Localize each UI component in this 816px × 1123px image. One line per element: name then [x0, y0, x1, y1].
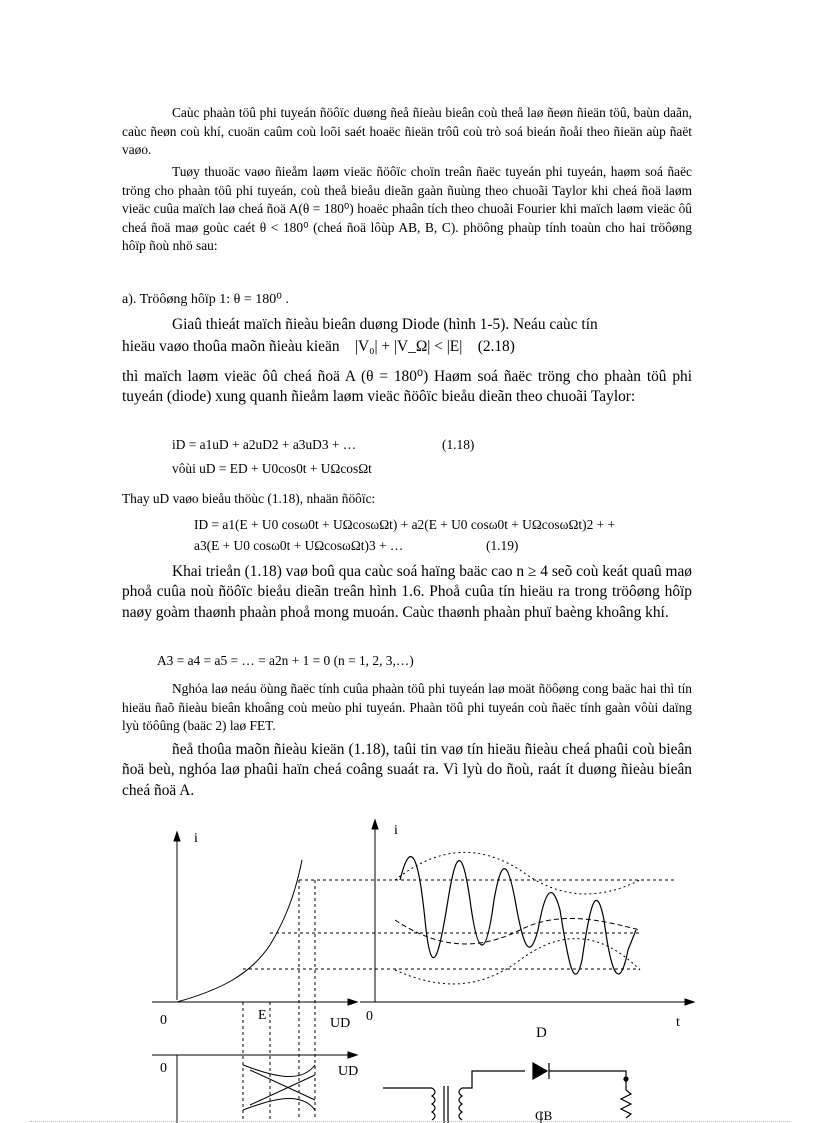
t-axis-label: t: [676, 1015, 680, 1030]
ud-axis-label: UD: [330, 1016, 351, 1031]
left-origin-label: 0: [160, 1013, 167, 1028]
right-axis-i-label: i: [394, 823, 398, 838]
lower-wave-cross: [250, 1070, 315, 1105]
paragraph-diode-line1: Giaû thieát maïch ñieàu bieân duøng Diode (hình 1-5). Neáu caùc tín: [172, 316, 598, 333]
paragraph-operating-point: Tuøy thuoäc vaøo ñieåm laøm vieäc ñöôïc choïn treân ñaëc tuyeán phi tuyeán, haøm soá ñaëc tröng cho phaàn töû phi tuyeán, coù theå bieåu dieãn gaàn ñuùng theo chuoãi Taylor khi cheá ñoä laøm vieäc cuûa maïch laø cheá ñoä A(θ = 180⁰) hoaëc phaân tích theo chuoãi Fourier khi maïch laøm vieäc ôû cheá ñoä maø goùc caét θ < 180⁰ (cheá ñoä lôùp AB, B, C). phöông phaùp tính toaùn cho hai tröôøng hôïp ñoù nhö sau:: [122, 164, 692, 254]
modulated-signal: [400, 857, 636, 975]
equation-1-19-line1: ID = a1(E + U0 cosω0t + UΩcosωΩt) + a2(E + U0 cosω0t + UΩcosωΩt)2 + +: [194, 517, 616, 532]
lower-left-graph: [152, 1052, 357, 1123]
lower-envelope: [395, 939, 640, 984]
diode-wire-left: [462, 1071, 525, 1088]
left-axis-i-label: i: [194, 831, 198, 846]
equation-1-18-body: iD = a1uD + a2uD2 + a3uD3 + …: [172, 437, 357, 452]
left-characteristic-graph: [152, 832, 357, 1120]
paragraph-fet: Nghóa laø neáu öùng ñaëc tính cuûa phaàn töû phi tuyeán laø moät ñöôøng cong baäc hai thì tín hieäu ñaõ ñieàu bieân khoâng coù meùo phi tuyeán. Phaàn töû phi tuyeán coù ñaëc tính gaàn vôùi daïng lyù töôûng (baäc 2) laø FET.: [122, 681, 692, 734]
secondary-coil: [459, 1088, 462, 1120]
right-origin-label: 0: [366, 1009, 373, 1024]
equation-1-19-body: a3(E + U0 cosω0t + UΩcosωΩt)3 + …: [194, 538, 404, 553]
condition-prefix: hieäu vaøo thoûa maõn ñieàu kieän: [122, 338, 340, 355]
diode-characteristic-curve: [177, 860, 302, 1002]
lower-x-arrow: [348, 1052, 357, 1058]
cb-label: CB: [535, 1108, 553, 1123]
paragraph-materials: Caùc phaàn töû phi tuyeán ñöôïc duøng ñeå ñieàu bieân coù theå laø ñeøn ñieän töû, baùn daãn, caùc ñeøn coù khí, cuoän caûm coù loõi saét hoaëc ñieän trôû coù trò soá bieán ñoåi theo ñieän aùp ñaët vaøo.: [122, 105, 692, 158]
page-bottom-rule: [30, 1121, 790, 1122]
left-y-arrow: [174, 832, 180, 841]
right-waveform-graph: [243, 820, 694, 1005]
diode-d-label: D: [536, 1025, 547, 1041]
upper-envelope: [395, 852, 640, 894]
ud-axis-label-bottom: UD: [338, 1064, 359, 1079]
paragraph-substitute: Thay uD vaøo bieåu thöùc (1.18), nhaän ñöôïc:: [122, 491, 376, 506]
equation-1-19-number: (1.19): [486, 538, 519, 553]
mean-curve: [395, 918, 640, 943]
equation-coefficients: A3 = a4 = a5 = … = a2n + 1 = 0 (n = 1, 2, 3,…): [157, 653, 414, 668]
bottom-origin-label: 0: [160, 1061, 167, 1076]
load-resistor: [621, 1090, 631, 1118]
node-dot: [624, 1077, 628, 1081]
diode-wire-right: [549, 1071, 626, 1090]
paragraph-taylor: thì maïch laøm vieäc ôû cheá ñoä A (θ = 180⁰) Haøm soá ñaëc tröng cho phaàn töû phi tuyeán (diode) xung quanh ñieåm laøm vieäc ñöôïc bieåu dieãn theo chuoãi Taylor:: [122, 368, 692, 406]
paragraph-conclusion: ñeå thoûa maõn ñieàu kieän (1.18), taûi tin vaø tín hieäu ñieàu cheá phaûi coù bieân ñoä beù, nghóa laø phaûi haïn cheá coâng suaát ra. Vì lyù do ñoù, raát ít duøng ñieàu bieân cheá ñoä A.: [122, 741, 692, 799]
primary-coil: [432, 1088, 435, 1120]
condition-number: (2.18): [477, 338, 515, 355]
paragraph-expansion: Khai trieån (1.18) vaø boû qua caùc soá haïng baäc cao n ≥ 4 seõ coù keát quaû maø phoå cuûa noù ñöôïc bieåu dieãn treân hình 1.6. Phoå cuûa tín hieäu ra trong tröôøng hôïp naøy goàm thaønh phaàn phoå mong muoán. Caùc thaønh phaàn phuï baèng khoâng khí.: [122, 563, 692, 621]
equation-1-18-number: (1.18): [442, 437, 475, 452]
equation-ud: vôùi uD = ED + U0cos0t + UΩcosΩt: [172, 461, 372, 476]
e-label: E: [258, 1008, 267, 1023]
case-heading: a). Tröôøng hôïp 1: θ = 180⁰ .: [122, 292, 289, 307]
right-y-arrow: [372, 820, 378, 829]
right-x-arrow: [685, 999, 694, 1005]
diode-symbol: [533, 1063, 547, 1079]
left-x-arrow: [348, 999, 357, 1005]
condition-expression: |V₀| + |V_Ω| < |E|: [354, 338, 463, 355]
circuit-diagram: [383, 1063, 631, 1123]
